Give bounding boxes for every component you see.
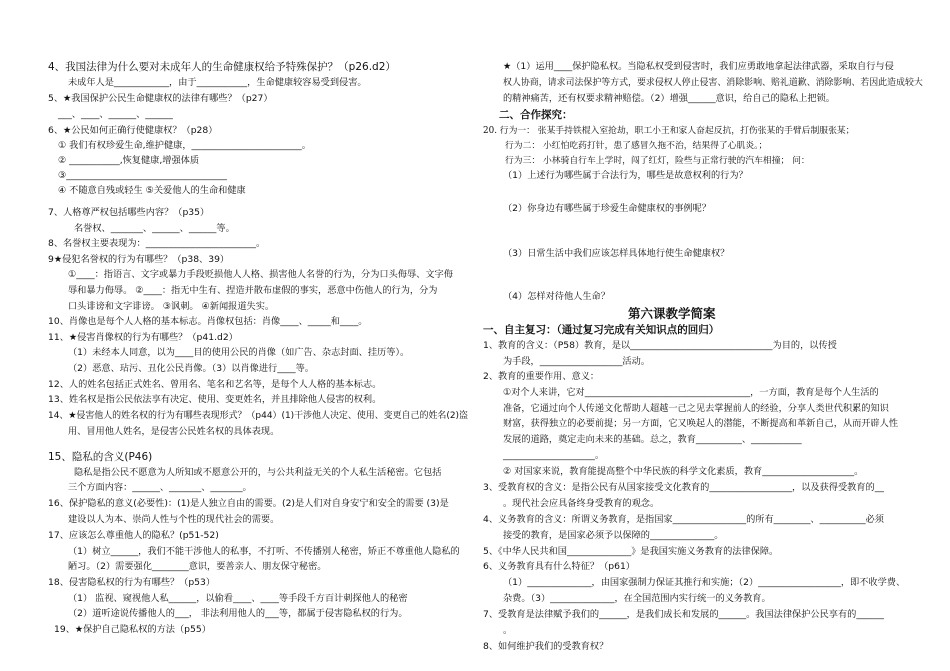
edu-q2-answer-4: 发展的道路，奠定走向未来的基础。总之，教育__________、___________ [503, 434, 802, 445]
q4-line: 4、我国法律为什么要对未成年人的生命健康权给予特殊保护？（p26.d2） [48, 61, 396, 73]
q5-line: 5、★我国保护公民生命健康权的法律有哪些？（p27） [48, 93, 273, 104]
q13-line: 13、姓名权是指公民依法享有决定、使用、变更姓名，并且排除他人侵害的权利。 [48, 394, 382, 405]
edu-q3-answer: 。现代社会应具备终身受教育的观念。 [503, 498, 660, 509]
edu-q2-answer-5: ____________________。 [503, 450, 605, 461]
edu-q1-answer: 为手段，__________________活动。 [503, 356, 650, 367]
q20-behavior-1: 20. 行为一： 张某手持铁棍入室抢劫，职工小王和家人奋起反抗，打伤张某的手臂后制服张某； [483, 126, 855, 136]
edu-q5-line: 5、《中华人民共和国______________》是我国实施义务教育的法律保障。 [483, 546, 779, 557]
edu-q3-line: 3、受教育权的含义：是指公民有从国家接受文化教育的__________________，以及获得受教育的__ [483, 482, 884, 493]
lesson-title: 第六课教学简案 [628, 306, 716, 321]
q15-answer-2: 三个方面内容：______、_______、_______。 [68, 482, 252, 493]
q17-line: 17、应该怎么尊重他人的隐私？(p51-52) [48, 530, 219, 541]
q14-answer: 用、冒用他人姓名，是侵害公民姓名权的具体表现。 [68, 426, 280, 437]
edu-q7-answer: 。 [503, 625, 513, 636]
q16-answer: 建设以人为本、崇尚人性与个性的现代社会的需要。 [68, 514, 280, 525]
edu-q6-answer-2: 杂费。（3）______________，在全国范围内实行统一的义务教育。 [503, 593, 771, 604]
q19-answer-2: 权人协商，请求司法保护等方式，要求侵权人停止侵害、消除影响、赔礼道歉、消除影响、若因此造成较大 [503, 77, 923, 88]
edu-q4-answer: 接受的教育，是国家必须予以保障的______________。 [503, 530, 724, 541]
edu-q2-answer-3: 财富，获得独立的必要前提；另一方面，它又唤起人的潜能，不断提高和革新自己，从而开辟人性 [503, 418, 899, 429]
edu-q2-line: 2、教育的重要作用、意义： [483, 371, 600, 382]
q20-question-3: （3）日常生活中我们应该怎样具体地行使生命健康权？ [503, 248, 730, 259]
q19-line: 19、★保护自己隐私权的方法（p55） [54, 624, 211, 635]
q20-question-4: （4）怎样对待他人生命？ [503, 291, 610, 302]
edu-q8-line: 8、如何维护我们的受教育权？ [483, 641, 609, 652]
q8-line: 8、名誉权主要表现为：________________________。 [48, 238, 266, 249]
q6-item-3: ③___________________________________ [58, 170, 228, 181]
q19-answer-3: 的精神痛苦，还有权要求精神赔偿。（2）增强______意识，给自己的隐私上把锁。 [503, 93, 835, 104]
q20-behavior-2: 行为二： 小红怕吃药打针，患了感冒久拖不治，结果得了心肌炎。； [505, 141, 768, 151]
q20-question-1: （1）上述行为哪些属于合法行为，哪些是故意权利的行为？ [503, 170, 748, 181]
q15-line: 15、隐私的含义(P46) [48, 451, 153, 463]
edu-q6-line: 6、义务教育具有什么特征？（p61） [483, 561, 635, 572]
q18-answer-2: （2）道听途说传播他人的___， 非法利用他人的___等，都属于侵害隐私权的行为。 [68, 608, 408, 619]
q16-line: 16、保护隐私的意义(必要性)：(1)是人独立自由的需要。(2)是人们对自身安宁和安全的需要 (3)是 [48, 498, 449, 509]
q9-answer-2: 辱和暴力侮辱。 ②____：指无中生有、捏造并散布虚假的事实，恶意中伤他人的行为，分为 [68, 285, 438, 296]
edu-q2-answer-2: 准备，它通过向个人传递文化帮助人超越一己之见去掌握前人的经验，分享人类世代积累的知识 [503, 403, 889, 414]
q7-line: 7、人格尊严权包括哪些内容？（p35） [48, 207, 210, 218]
q19-answer-1: ★（1）运用____保护隐私权。当隐私权受到侵害时，我们应勇敢地拿起法律武器，采取自行与侵 [503, 61, 894, 72]
q11-answer-1: （1）未经本人同意，以为____目的使用公民的肖像（如广告、杂志封面、挂历等）。 [68, 347, 410, 358]
q9-answer-3: 口头诽谤和文字诽谤。 ③讽刺。 ④新闻报道失实。 [68, 301, 275, 312]
q18-answer-1: （1） 监视、窥视他人私______，以偷看____、____等手段千方百计刺探他人的秘密 [68, 593, 408, 604]
q10-line: 10、肖像也是每个人人格的基本标志。肖像权包括：肖像____、_____和____。 [48, 316, 368, 327]
edu-q6-answer-1: （1）______________，由国家强制力保证其推行和实施；（2）__________________，即不收学费、 [503, 577, 906, 588]
edu-q2-answer-6: ② 对国家来说，教育能提高整个中华民族的科学文化素质，教育____________________。 [503, 466, 864, 477]
edu-q4-line: 4、义务教育的含义：所谓义务教育，是指国家________________的所有________、__________必须 [483, 514, 884, 525]
q12-line: 12、人的姓名包括正式姓名、曾用名、笔名和艺名等，是每个人人格的基本标志。 [48, 379, 382, 390]
section-self-review: 一、自主复习：（通过复习完成有关知识点的回归） [483, 324, 720, 336]
q17-answer-2: 陋习。（2）需要强化________意识，要善亲人、朋友保守秘密。 [68, 561, 327, 572]
q11-line: 11、★侵害肖像权的行为有哪些？（p41.d2） [48, 332, 238, 343]
q5-blanks: ___、____、______、______ [58, 109, 173, 120]
q9-line: 9★侵犯名誉权的行为有哪些？（p38、39） [48, 254, 230, 265]
q9-answer-1: ①____：指语言、文字或暴力手段贬损他人人格、损害他人名誉的行为，分为口头侮辱、文字侮 [68, 269, 453, 280]
q4-answer: 未成年人是____________，由于___________，生命健康较容易受到侵害。 [68, 77, 367, 88]
q7-answer: 名誉权、_______、______、______等。 [74, 223, 235, 234]
q18-line: 18、侵害隐私权的行为有哪些？（p53） [48, 577, 216, 588]
edu-q7-line: 7、受教育是法律赋予我们的______，是我们成长和发展的______。我国法律保护公民享有的______ [483, 609, 884, 620]
q6-line: 6、★公民如何正确行使健康权？（p28） [48, 125, 218, 136]
q6-item-2: ② ___________,恢复健康,增强体质 [58, 155, 200, 166]
edu-q1-line: 1、教育的含义：（P58）教育，是以_______________________________为目的，以传授 [483, 340, 837, 351]
section-cooperation: 二、合作探究： [499, 109, 573, 121]
q20-behavior-3: 行为三： 小林骑自行车上学时，闯了红灯，险些与正常行驶的汽车相撞； 问： [505, 156, 810, 166]
q6-item-1: ① 我们有权珍爱生命,维护健康，________________________。 [58, 140, 311, 151]
q20-question-2: （2）你身边有哪些属于珍爱生命健康权的事例呢？ [503, 203, 711, 214]
edu-q2-answer-1: ①对个人来讲，它对____________________________________，一方面，教育是每个人生活的 [503, 387, 879, 398]
q17-answer-1: （1）树立______，我们不能干涉他人的私事，不打听、不传播别人秘密，矫正不尊重他人隐私的 [68, 546, 460, 557]
q11-answer-2: （2）恶意、玷污、丑化公民肖像。（3）以肖像进行____等。 [68, 363, 314, 374]
q6-item-4: ④ 不随意自残或轻生 ⑤关爱他人的生命和健康 [58, 185, 246, 196]
q15-answer-1: 隐私是指公民不愿意为人所知或不愿意公开的，与公共利益无关的个人私生活秘密。它包括 [74, 467, 442, 478]
q14-line: 14、★侵害他人的姓名权的行为有哪些表现形式？（p44）(1)干涉他人决定、使用、变更自己的姓名(2)盗 [48, 410, 468, 421]
